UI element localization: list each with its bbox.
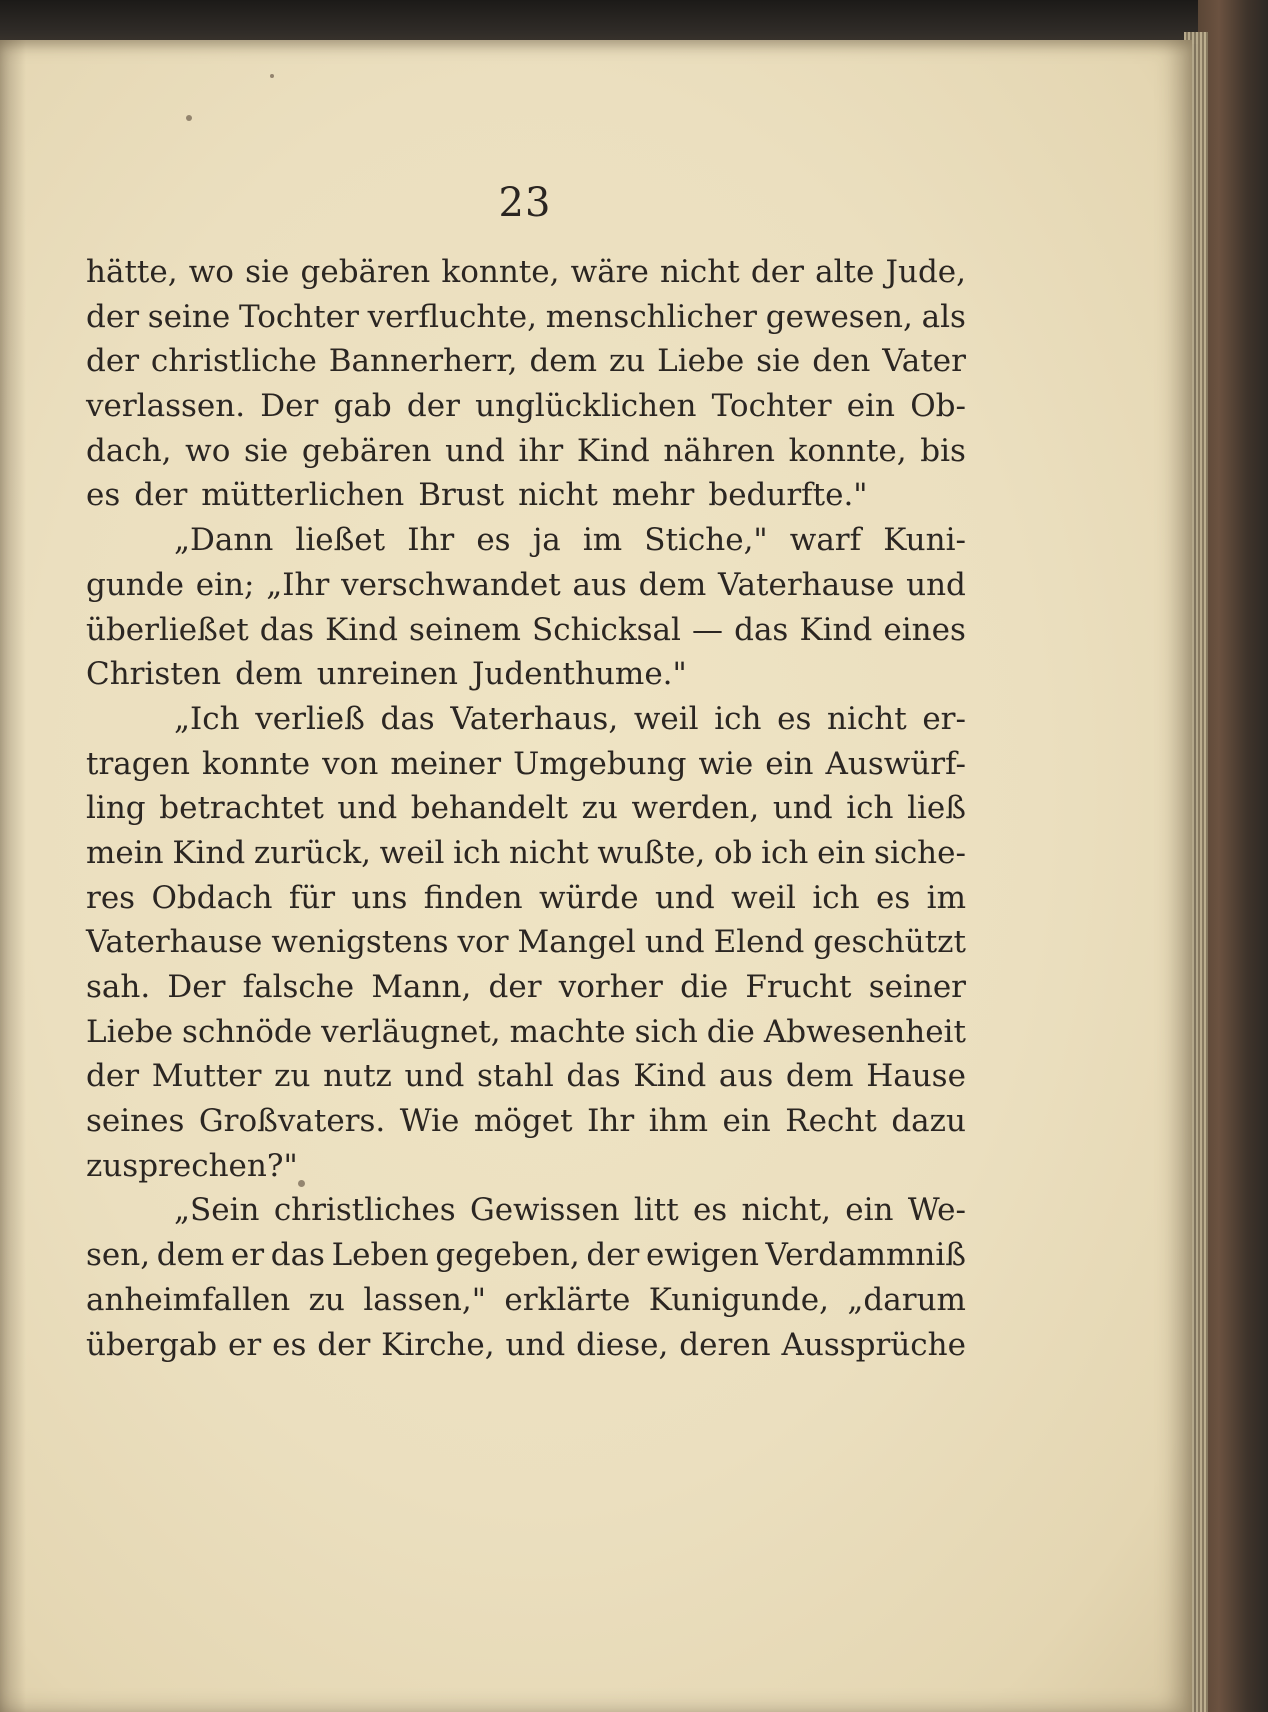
- text-line: „Dann ließet Ihr es ja im Stiche," warf Kuni-: [174, 522, 966, 559]
- text-line: res Obdach für uns finden würde und weil ich es im: [86, 879, 966, 916]
- ink-speck: [270, 74, 274, 78]
- text-line: hätte, wo sie gebären konnte, wäre nicht der alte Jude,: [86, 254, 966, 290]
- text-line: überließet das Kind seinem Schicksal — das Kind eines: [86, 611, 966, 648]
- text-line: sen, dem er das Leben gegeben, der ewigen Verdammniß: [86, 1237, 966, 1274]
- body-text: [86, 250, 966, 1367]
- page-number: 23: [498, 180, 552, 226]
- text-line: anheimfallen zu lassen," erklärte Kunigunde, „darum: [86, 1281, 966, 1318]
- text-line: „Ich verließ das Vaterhaus, weil ich es nicht er-: [174, 700, 966, 737]
- top-edge: [0, 0, 1268, 44]
- ink-speck: [186, 115, 192, 121]
- text-line: „Sein christliches Gewissen litt es nicht, ein We-: [174, 1192, 966, 1229]
- text-line: gunde ein; „Ihr verschwandet aus dem Vaterhause und: [86, 566, 966, 603]
- text-line: der seine Tochter verfluchte, menschlicher gewesen, als: [86, 298, 966, 335]
- text-line: übergab er es der Kirche, und diese, deren Aussprüche: [86, 1326, 966, 1363]
- text-line: Liebe schnöde verläugnet, machte sich die Abwesenheit: [86, 1013, 966, 1050]
- text-line: der Mutter zu nutz und stahl das Kind aus dem Hause: [86, 1058, 966, 1095]
- text-line: es der mütterlichen Brust nicht mehr bedurfte.": [86, 477, 868, 514]
- text-line: dach, wo sie gebären und ihr Kind nähren konnte, bis: [86, 432, 966, 469]
- text-line: zusprechen?": [86, 1147, 298, 1184]
- text-line: Vaterhause wenigstens vor Mangel und Elend geschützt: [86, 924, 966, 961]
- book-spine: [1198, 0, 1268, 1712]
- text-line: der christliche Bannerherr, dem zu Liebe sie den Vater: [86, 343, 966, 380]
- text-line: Christen dem unreinen Judenthume.": [86, 656, 687, 693]
- text-line: verlassen. Der gab der unglücklichen Tochter ein Ob-: [86, 388, 966, 425]
- text-line: seines Großvaters. Wie möget Ihr ihm ein Recht dazu: [86, 1103, 966, 1140]
- text-line: mein Kind zurück, weil ich nicht wußte, ob ich ein siche-: [86, 834, 966, 871]
- text-line: tragen konnte von meiner Umgebung wie ein Auswürf-: [86, 745, 966, 782]
- gutter-shadow: [0, 40, 26, 1712]
- text-line: ling betrachtet und behandelt zu werden, und ich ließ: [86, 790, 966, 827]
- text-line: sah. Der falsche Mann, der vorher die Frucht seiner: [86, 969, 966, 1005]
